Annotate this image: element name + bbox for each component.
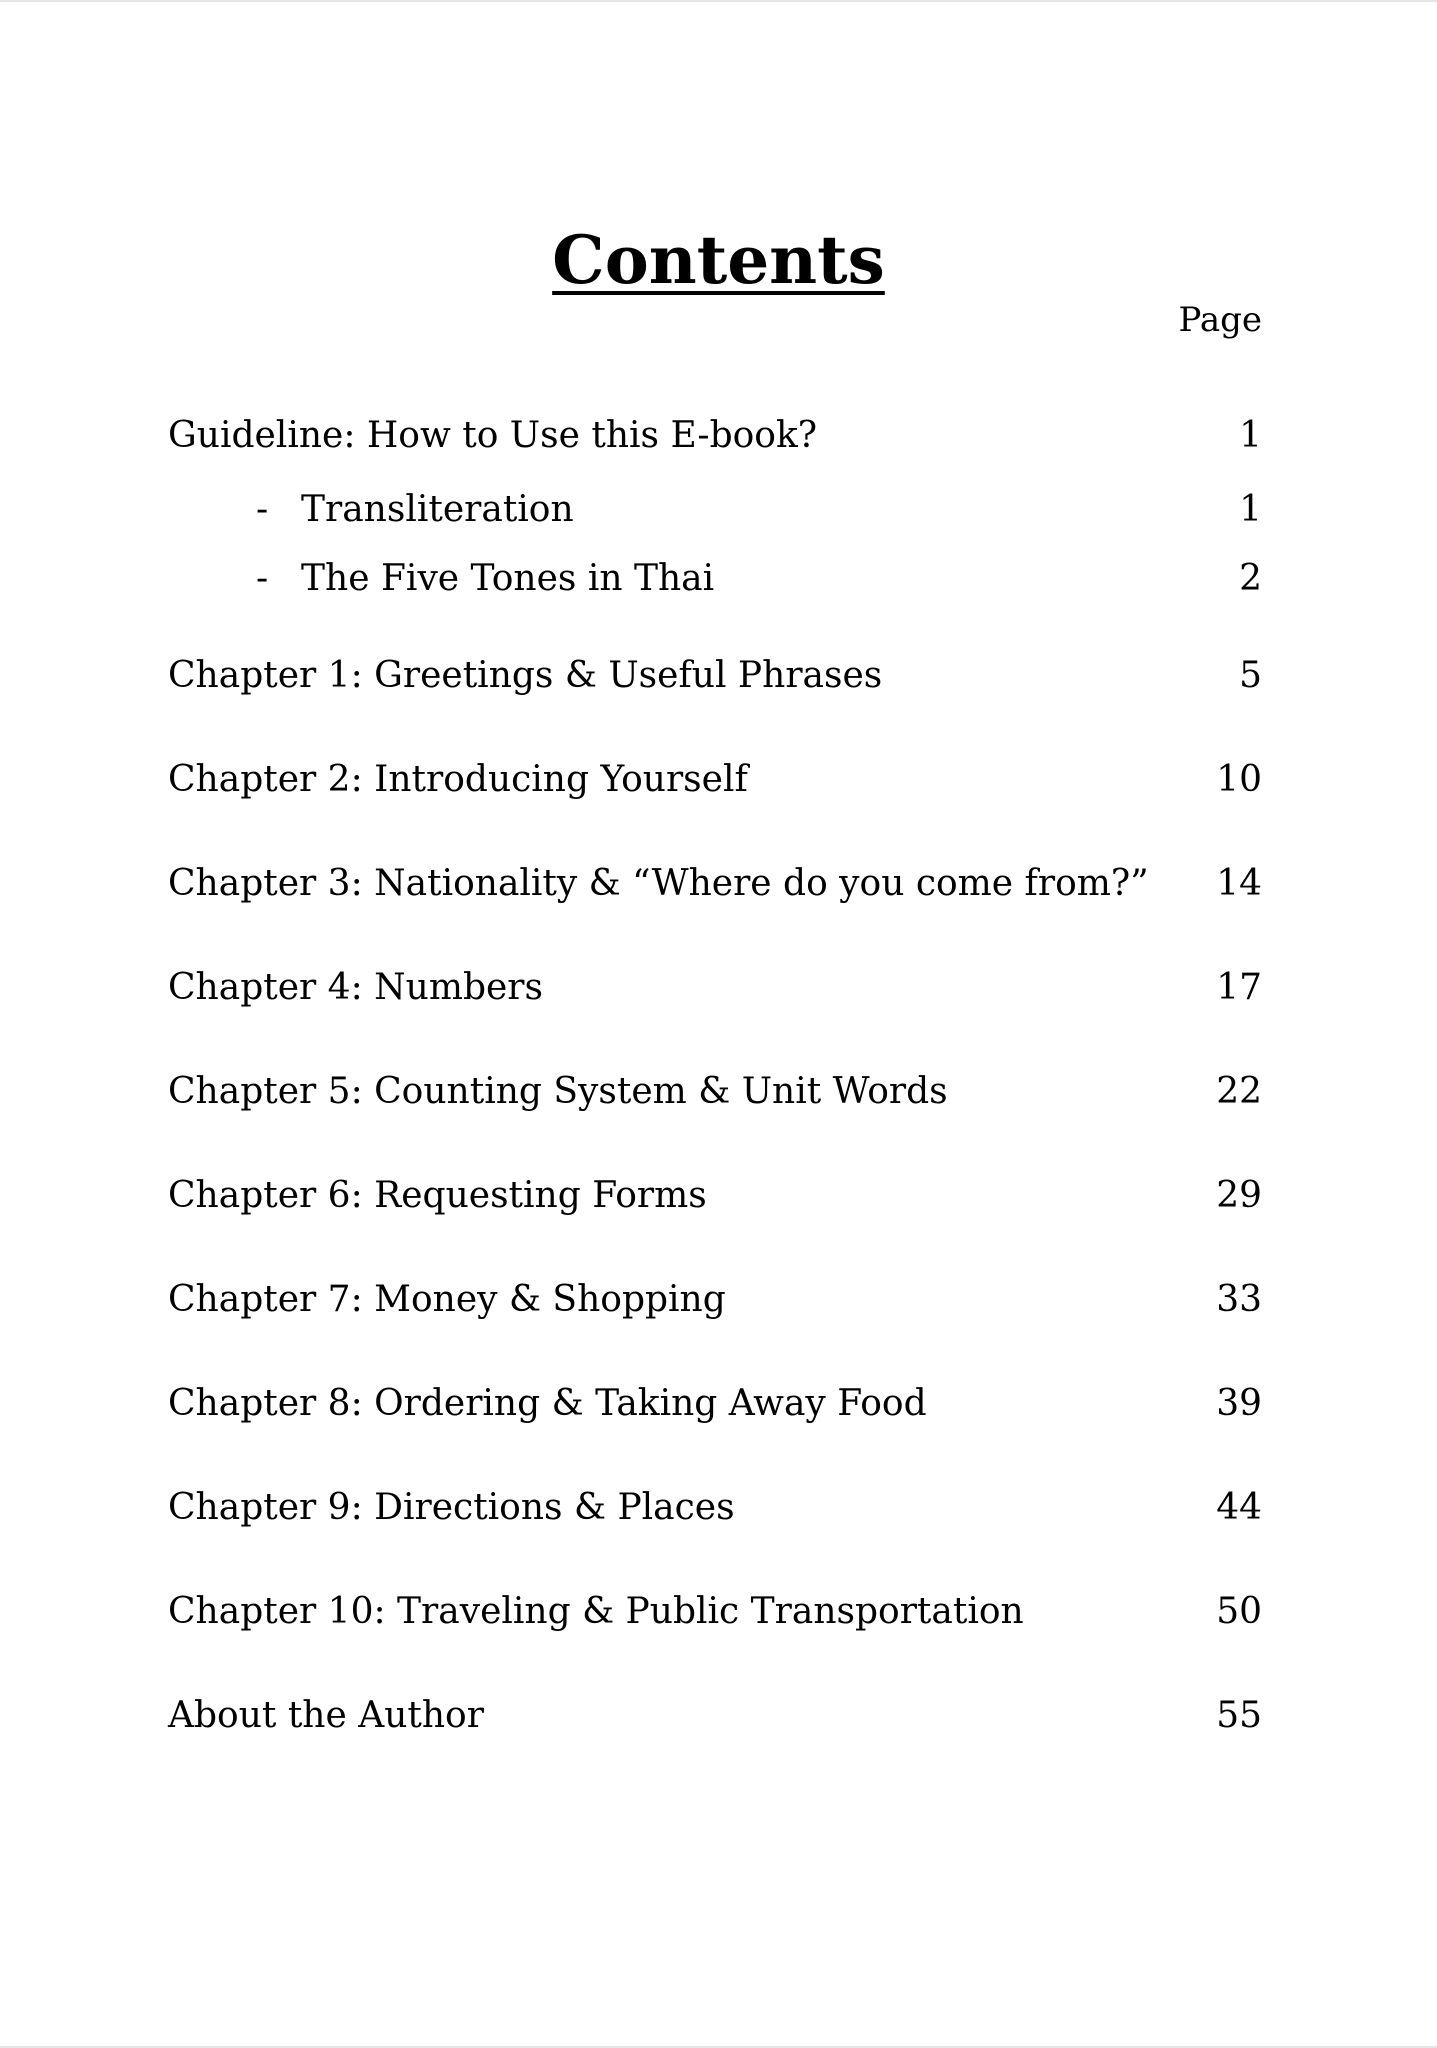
toc-entry-label: About the Author bbox=[168, 1695, 484, 1736]
toc-entry-page: 55 bbox=[1216, 1695, 1262, 1736]
page-column-header: Page bbox=[1178, 300, 1262, 340]
toc-entry-label: Chapter 1: Greetings & Useful Phrases bbox=[168, 655, 883, 696]
toc-entry-chapter-5[interactable] bbox=[168, 1068, 1262, 1116]
toc-entry-page: 10 bbox=[1216, 759, 1262, 800]
toc-entry-chapter-2[interactable] bbox=[168, 756, 1262, 804]
toc-entry-page: 17 bbox=[1216, 967, 1262, 1008]
toc-entry-label: The Five Tones in Thai bbox=[301, 558, 715, 599]
toc-entry-chapter-10[interactable] bbox=[168, 1588, 1262, 1636]
toc-entry-page: 39 bbox=[1216, 1383, 1262, 1424]
toc-entry-chapter-7[interactable] bbox=[168, 1276, 1262, 1324]
toc-entry-page: 44 bbox=[1216, 1487, 1262, 1528]
toc-subentry-bullet: - bbox=[256, 558, 269, 599]
toc-entry-chapter-3[interactable] bbox=[168, 860, 1262, 908]
toc-entry-label: Chapter 7: Money & Shopping bbox=[168, 1279, 726, 1320]
toc-entry-page: 1 bbox=[1239, 415, 1262, 456]
toc-entry-label: Chapter 8: Ordering & Taking Away Food bbox=[168, 1383, 927, 1424]
toc-entry-label: Chapter 3: Nationality & “Where do you come from?” bbox=[168, 863, 1149, 904]
toc-entry-label: Chapter 10: Traveling & Public Transportation bbox=[168, 1591, 1024, 1632]
toc-entry-chapter-1[interactable] bbox=[168, 652, 1262, 700]
toc-entry-page: 33 bbox=[1216, 1279, 1262, 1320]
page-title bbox=[0, 220, 1437, 300]
toc-entry-guideline[interactable] bbox=[168, 412, 1262, 460]
toc-entry-label: Chapter 2: Introducing Yourself bbox=[168, 759, 748, 800]
toc-entry-page: 1 bbox=[1239, 489, 1262, 530]
toc-entry-label: Guideline: How to Use this E-book? bbox=[168, 415, 818, 456]
toc-entry-page: 14 bbox=[1216, 863, 1262, 904]
toc-entry-page: 22 bbox=[1216, 1071, 1262, 1112]
toc-entry-page: 29 bbox=[1216, 1175, 1262, 1216]
toc-entry-label: Chapter 6: Requesting Forms bbox=[168, 1175, 707, 1216]
toc-entry-label: Transliteration bbox=[301, 489, 574, 530]
toc-entry-about-author[interactable] bbox=[168, 1692, 1262, 1740]
toc-entry-chapter-9[interactable] bbox=[168, 1484, 1262, 1532]
toc-subentry-transliteration[interactable] bbox=[168, 486, 1262, 534]
toc-entry-page: 2 bbox=[1239, 558, 1262, 599]
toc-entry-page: 50 bbox=[1216, 1591, 1262, 1632]
page-title-text: Contents bbox=[552, 221, 885, 300]
toc-entry-label: Chapter 5: Counting System & Unit Words bbox=[168, 1071, 948, 1112]
toc-entry-chapter-4[interactable] bbox=[168, 964, 1262, 1012]
toc-entry-label: Chapter 9: Directions & Places bbox=[168, 1487, 735, 1528]
toc-entry-label: Chapter 4: Numbers bbox=[168, 967, 543, 1008]
toc-entry-page: 5 bbox=[1239, 655, 1262, 696]
toc-entry-chapter-8[interactable] bbox=[168, 1380, 1262, 1428]
toc-subentry-bullet: - bbox=[256, 489, 269, 530]
toc-entry-chapter-6[interactable] bbox=[168, 1172, 1262, 1220]
toc-subentry-five-tones[interactable] bbox=[168, 555, 1262, 603]
